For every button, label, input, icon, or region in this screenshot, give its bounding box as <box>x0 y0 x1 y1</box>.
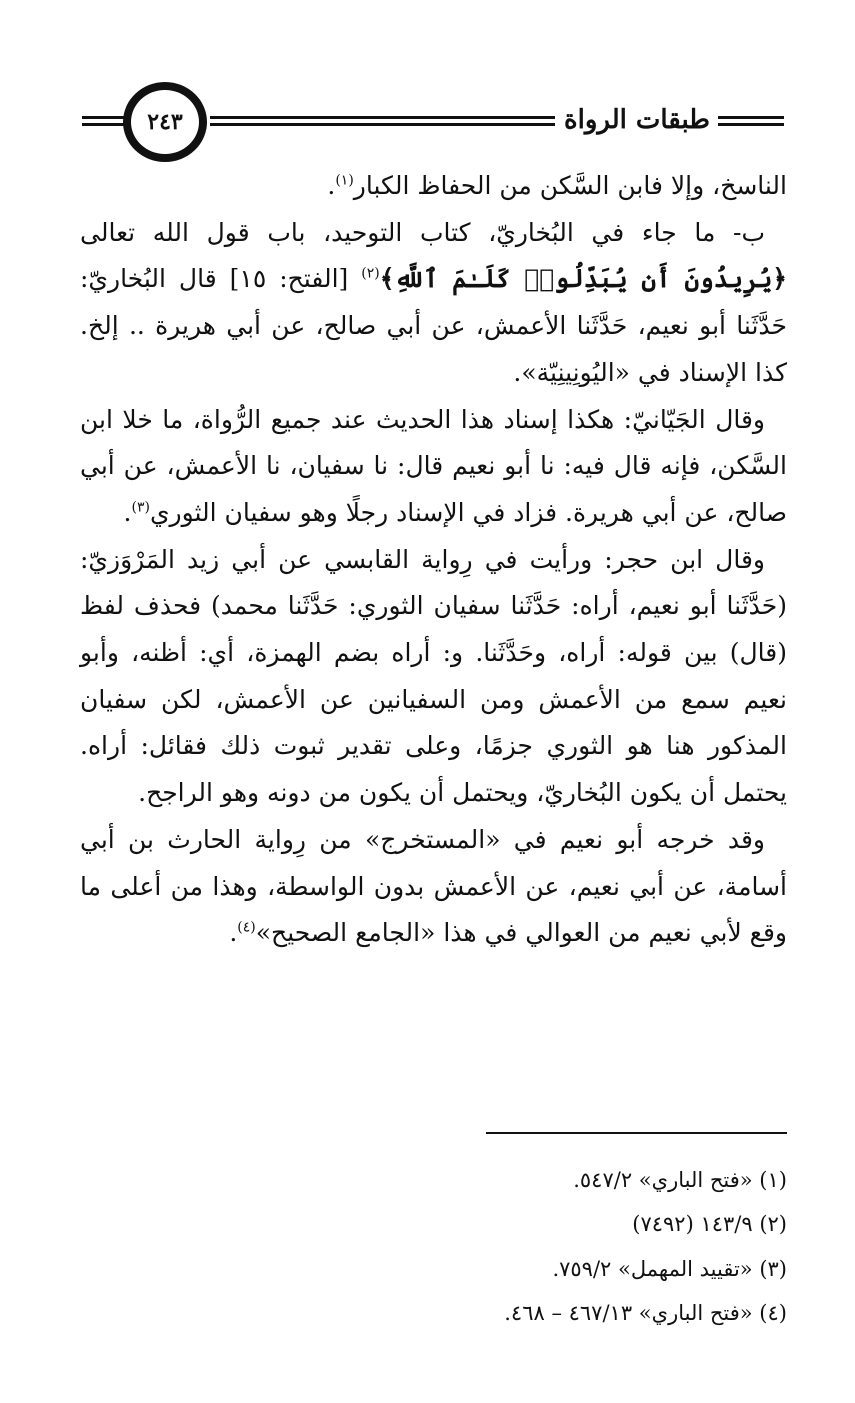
footnote-1: (١) «فتح الباري» ٥٤٧/٢. <box>573 1168 787 1192</box>
header-rule-middle <box>210 114 555 128</box>
paragraph-5-text: وقد خرجه أبو نعيم في «المستخرج» من رِواية الحارث بن أبي أسامة، عن أبي نعيم، عن الأعمش بدون الواسطة، وهذا من أعلى ما وقع لأبي نعيم من العوالي في هذا «الجامع الصحيح» <box>80 824 787 948</box>
page-number-badge <box>123 82 207 162</box>
paragraph-5-end: . <box>229 918 238 948</box>
footnote-ref-1: (١) <box>335 172 354 189</box>
paragraph-1 <box>80 163 787 210</box>
quran-verse: ﴿يُرِيدُونَ أَن يُبَدِّلُوا۟ كَلَـٰمَ ٱللَّهِ﴾ <box>379 264 787 294</box>
paragraph-3-text: وقال الجَيّانيّ: هكذا إسناد هذا الحديث عند جميع الرُّواة، ما خلا ابن السَّكن، فإنه قال فيه: نا أبو نعيم قال: نا سفيان، نا الأعمش، عن أبي صالح، عن أبي هريرة. فزاد في الإسناد رجلًا وهو سفيان الثوري <box>80 404 787 527</box>
footnote-separator <box>486 1132 787 1134</box>
footnote-ref-2: (٢) <box>361 266 380 283</box>
footnote-ref-4: (٤) <box>237 919 256 936</box>
footnote-3: (٣) «تقييد المهمل» ٧٥٩/٢. <box>552 1256 787 1281</box>
main-text <box>80 163 787 957</box>
paragraph-1-text: الناسخ، وإلا فابن السَّكن من الحفاظ الكبار <box>353 171 787 200</box>
paragraph-4: وقال ابن حجر: ورأيت في رِواية القابسي عن أبي زيد المَرْوَزيّ: (حَدَّثَنا أبو نعيم، أراه: حَدَّثَنا سفيان الثوري: حَدَّثَنا محمد) فحذف لفظ (قال) بين قوله: أراه، وحَدَّثَنا. و: أراه بضم الهمزة، أي: أظنه، وأبو نعيم سمع من الأعمش ومن السفيانين عن الأعمش، لكن سفيان المذكور هنا هو الثوري جزمًا، وعلى تقدير ثبوت ذلك فقائل: أراه. يحتمل أن يكون البُخاريّ، ويحتمل أن يكون من دونه وهو الراجح. <box>80 544 787 808</box>
footnotes <box>300 1158 787 1335</box>
paragraph-1-end: . <box>327 171 336 200</box>
paragraph-2-text-a: ب- ما جاء في البُخاريّ، كتاب التوحيد، باب قول الله تعالى <box>80 217 765 247</box>
page-number: ٢٤٣ <box>147 109 183 135</box>
paragraph-3 <box>80 397 787 537</box>
running-title: طبقات الرواة <box>563 105 711 135</box>
paragraph-5 <box>80 817 787 957</box>
paragraph-2 <box>80 210 787 397</box>
header-rule-right <box>718 114 784 128</box>
paragraph-2-text-b: [الفتح: ١٥] قال البُخاريّ: حَدَّثَنا أبو نعيم، حَدَّثَنا الأعمش، عن أبي صالح، عن أبي هريرة .. إلخ. كذا الإسناد في «اليُونِينِيّة». <box>80 264 787 387</box>
footnote-4: (٤) «فتح الباري» ٤٦٧/١٣ – ٤٦٨. <box>504 1300 787 1325</box>
paragraph-3-end: . <box>123 497 132 527</box>
footnote-2: (٢) ١٤٣/٩ (٧٤٩٢) <box>632 1212 787 1237</box>
footnote-ref-3: (٣) <box>131 499 150 516</box>
